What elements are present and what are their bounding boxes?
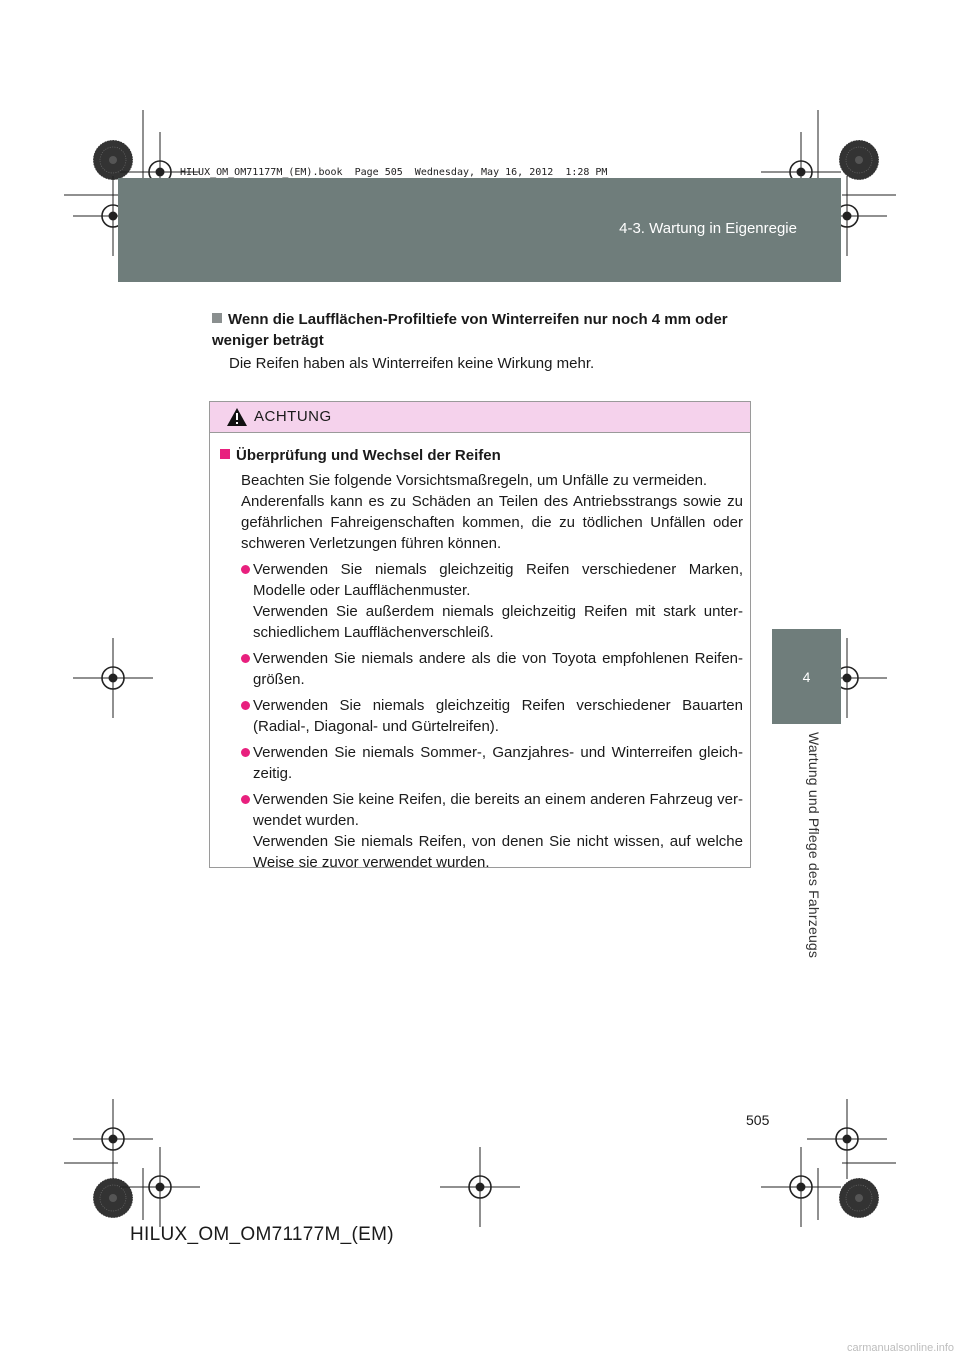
warning-bullet <box>241 648 743 690</box>
header-band <box>118 178 841 282</box>
warning-intro-line: Beachten Sie folgende Vorsichtsmaßregeln, um Unfälle zu vermeiden. <box>241 472 708 489</box>
bullet-text: Verwenden Sie niemals Sommer-, Ganzjahres- und Winterreifen gleich-zeitig. <box>253 744 743 782</box>
warning-header <box>210 402 750 433</box>
bullet-text: Verwenden Sie niemals Reifen, von denen Sie nicht wissen, auf welche Weise sie zuvor verwendet wurden. <box>253 833 743 871</box>
chapter-tab <box>772 629 841 724</box>
chapter-title: Wartung und Pflege des Fahrzeugs <box>806 732 822 959</box>
bullet-text: Verwenden Sie keine Reifen, die bereits an einem anderen Fahrzeug ver-wendet wurden. <box>253 791 743 829</box>
warning-intro-line: Anderenfalls kann es zu Schäden an Teilen des Antriebsstrangs sowie zu gefährlichen Fahreigenschaften kommen, die zu tödlichen Unfällen oder schweren Verletzungen führen können. <box>241 493 743 552</box>
warning-content <box>210 433 750 873</box>
warning-title <box>220 445 743 466</box>
bullet-dot-icon <box>241 565 250 574</box>
warning-bullet <box>241 559 743 643</box>
warning-label: ACHTUNG <box>254 408 332 425</box>
bullet-text: Verwenden Sie niemals andere als die von Toyota empfohlenen Reifen-größen. <box>253 650 743 688</box>
bullet-dot-icon <box>241 748 250 757</box>
bullet-dot-icon <box>241 795 250 804</box>
square-bullet-icon <box>212 313 222 323</box>
chapter-number: 4 <box>802 669 811 685</box>
bullet-text: Verwenden Sie außerdem niemals gleichzeitig Reifen mit stark unter-schiedlichem Laufflächenverschleiß. <box>253 603 743 641</box>
warning-triangle-icon <box>226 407 248 427</box>
warning-bullet <box>241 742 743 784</box>
bullet-text: Verwenden Sie niemals gleichzeitig Reifen verschiedener Bauarten (Radial-, Diagonal- und Gürtelreifen). <box>253 697 743 735</box>
book-note: HILUX_OM_OM71177M_(EM).book Page 505 Wednesday, May 16, 2012 1:28 PM <box>180 167 608 178</box>
bullet-dot-icon <box>241 654 250 663</box>
starburst-mark-icon <box>93 140 133 180</box>
section-heading <box>212 309 747 351</box>
warning-box <box>209 401 751 871</box>
bullet-text: Verwenden Sie niemals gleichzeitig Reifen verschiedener Marken, Modelle oder Laufflächenmuster. <box>253 561 743 599</box>
warning-bullet <box>241 695 743 737</box>
warning-intro <box>241 470 743 554</box>
document-code: HILUX_OM_OM71177M_(EM) <box>130 1224 394 1245</box>
section-heading-text: Wenn die Laufflächen-Profiltiefe von Winterreifen nur noch 4 mm oder weniger beträgt <box>212 311 728 349</box>
watermark: carmanualsonline.info <box>846 1342 954 1354</box>
header-section-title: 4-3. Wartung in Eigenregie <box>619 220 797 237</box>
bullet-dot-icon <box>241 701 250 710</box>
page-number: 505 <box>746 1112 770 1128</box>
section-body: Die Reifen haben als Winterreifen keine Wirkung mehr. <box>229 355 595 372</box>
warning-bullet <box>241 789 743 873</box>
warning-title-text: Überprüfung und Wechsel der Reifen <box>236 447 501 464</box>
square-bullet-icon <box>220 449 230 459</box>
